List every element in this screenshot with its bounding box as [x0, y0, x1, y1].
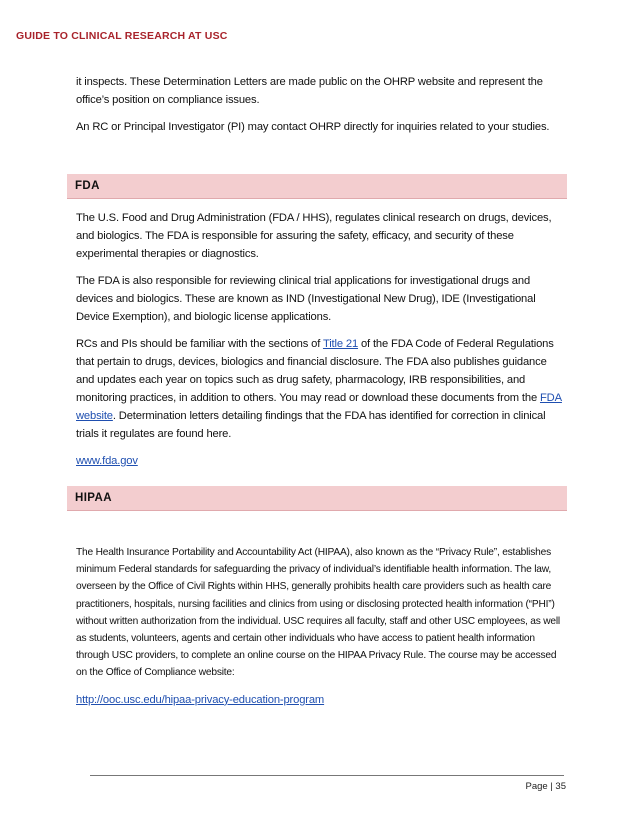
fda-paragraph-3-text-b: of the FDA Code of Federal Regulations that pertain to drugs, devices, biologics and financial disclosure. The FDA also publishes guidance and updates each year on topics such as drug safety, pharmacology, IRB responsibilities, and monitoring practices, in addition to others. You may read or download these documents from the	[76, 338, 554, 404]
fda-section-heading: FDA	[67, 174, 567, 199]
intro-paragraph-1: it inspects. These Determination Letters are made public on the OHRP website and represent the office’s position on compliance issues.	[76, 76, 543, 106]
fda-paragraph-3-text-c: . Determination letters detailing findings that the FDA has identified for correction in clinical trials it regulates are found here.	[76, 410, 546, 440]
intro-paragraph-2: An RC or Principal Investigator (PI) may contact OHRP directly for inquiries related to your studies.	[76, 121, 550, 133]
fda-paragraph-3	[76, 335, 564, 443]
document-header-title: GUIDE TO CLINICAL RESEARCH AT USC	[16, 30, 228, 42]
page-number: Page | 35	[525, 781, 566, 792]
fda-url-line	[76, 452, 564, 470]
fda-section	[76, 209, 564, 479]
fda-gov-link[interactable]: www.fda.gov	[76, 455, 138, 467]
fda-paragraph-1: The U.S. Food and Drug Administration (FDA / HHS), regulates clinical research on drugs, devices, and biologics. The FDA is responsible for assuring the safety, efficacy, and security of these experimental therapies or diagnostics.	[76, 212, 552, 260]
hipaa-privacy-education-link[interactable]: http://ooc.usc.edu/hipaa-privacy-education-program	[76, 693, 325, 706]
fda-paragraph-3-text-a: RCs and PIs should be familiar with the sections of	[76, 338, 323, 350]
intro-section	[76, 73, 564, 145]
hipaa-paragraph-1: The Health Insurance Portability and Accountability Act (HIPAA), also known as the “Privacy Rule”, establishes minimum Federal standards for safeguarding the privacy of individual’s identifiable health information. The law, overseen by the Office of Civil Rights within HHS, generally prohibits health care providers such as health care practitioners, hospitals, nursing facilities and clinics from using or disclosing protected health information (“PHI”) without written authorization from the individual. USC requires all faculty, staff and other USC employees, as well as students, volunteers, agents and certain other individuals who have access to patient health information through USC providers, to complete an online course on the HIPAA Privacy Rule. The course may be accessed on the Office of Compliance website:	[76, 547, 560, 679]
title-21-link[interactable]: Title 21	[322, 338, 359, 350]
hipaa-section	[76, 544, 564, 718]
hipaa-url-line	[76, 691, 564, 709]
fda-paragraph-2: The FDA is also responsible for reviewing clinical trial applications for investigational drugs and devices and biologics. These are known as IND (Investigational New Drug), IDE (Investigational Device Exemption), and biologic license applications.	[76, 275, 536, 323]
hipaa-section-heading: HIPAA	[67, 486, 567, 511]
fda-website-link[interactable]: FDA website	[76, 392, 562, 422]
footer-divider	[90, 775, 564, 776]
